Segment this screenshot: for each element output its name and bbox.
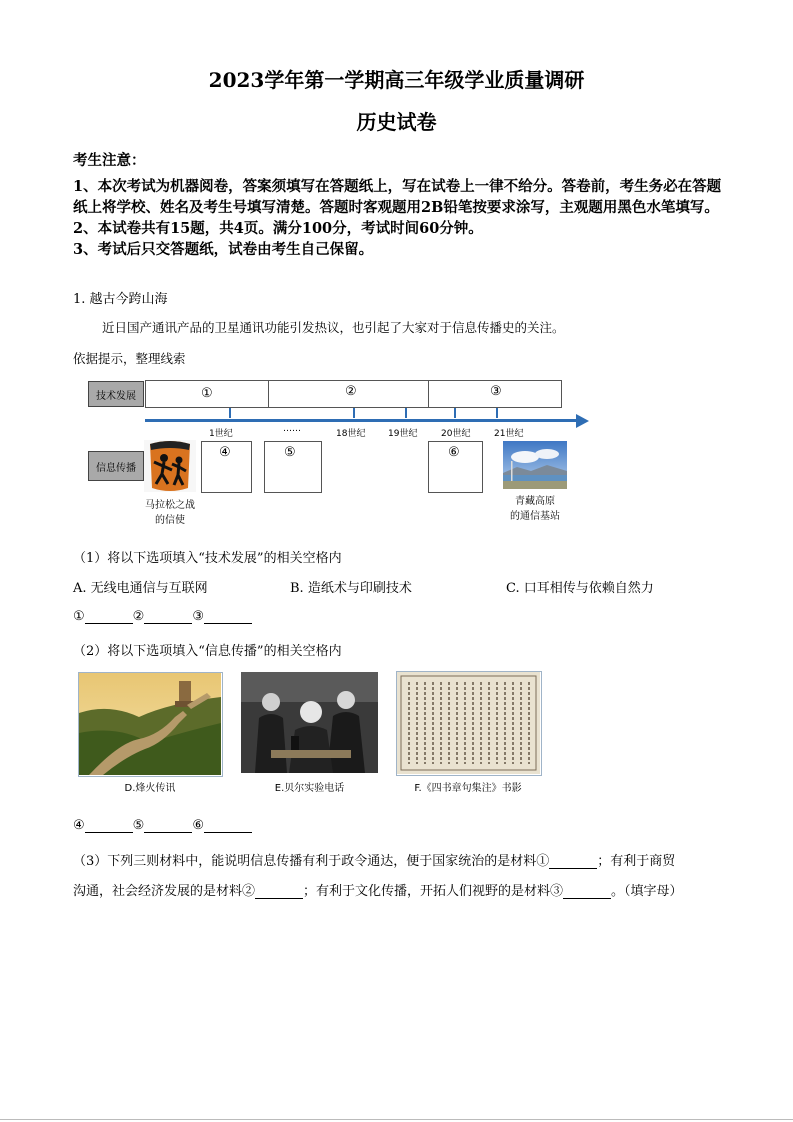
info-label: 信息传播: [88, 451, 144, 481]
marathon-messenger-image: [144, 440, 196, 492]
info-slot-5: ⑤: [264, 441, 322, 493]
tick-20: [454, 408, 456, 418]
question-1-hint: 依据提示，整理线索: [73, 351, 186, 366]
part-2-blanks: ④ ⑤ ⑥: [73, 818, 252, 833]
image-f-caption: F.《四书章句集注》书影: [414, 783, 522, 794]
century-label-1: 1世纪: [209, 429, 233, 439]
arrow-head-icon: [576, 414, 589, 428]
exam-notice: [73, 150, 733, 260]
tick-18: [353, 408, 355, 418]
century-label-21: 21世纪: [494, 429, 524, 439]
question-1-title: 1. 越古今跨山海: [73, 292, 168, 307]
century-label-19: 19世纪: [388, 429, 418, 439]
notice-item-3: 3、考试后只交答题纸，试卷由考生自己保留。: [73, 241, 374, 258]
tibet-caption: 青藏高原 的通信基站: [510, 496, 560, 522]
century-label-18: 18世纪: [336, 429, 366, 439]
marathon-caption: 马拉松之战 的信使: [145, 500, 195, 526]
info-slot-4: ④: [201, 441, 252, 493]
option-c: C. 口耳相传与依赖自然力: [506, 581, 654, 596]
image-e-caption: E.贝尔实验电话: [274, 783, 345, 794]
option-b: B. 造纸术与印刷技术: [290, 581, 412, 596]
tibet-base-station-image: [503, 441, 567, 489]
page-title: 2023学年第一学期高三年级学业质量调研: [208, 68, 585, 92]
part-1-blanks: ① ② ③: [73, 609, 252, 624]
notice-item-2: 2、本试卷共有15题，共4页。满分100分，考试时间60分钟。: [73, 220, 483, 237]
image-d-caption: D.烽火传讯: [124, 783, 176, 794]
tick-1: [229, 408, 231, 418]
notice-item-1: 1、本次考试为机器阅卷，答案须填写在答题纸上，写在试卷上一律不给分。答卷前，考生务必在答题纸上将学校、姓名及考生号填写清楚。答题时客观题用2B铅笔按要求涂写，主观题用黑色水笔填写。: [73, 178, 722, 216]
timeline-arrow: [145, 419, 578, 422]
part-3-line-2: 沟通，社会经济发展的是材料② ；有利于文化传播，开拓人们视野的是材料③ 。（填字母）: [73, 884, 683, 899]
tick-21: [496, 408, 498, 418]
page-subtitle: 历史试卷: [356, 110, 437, 134]
tick-19: [405, 408, 407, 418]
part-1-prompt: （1）将以下选项填入“技术发展”的相关空格内: [73, 551, 342, 566]
tech-slot-3: ③: [428, 380, 562, 408]
tech-slot-1: ①: [145, 380, 269, 408]
part-3-line-1: （3）下列三则材料中，能说明信息传播有利于政令通达，便于国家统治的是材料① ；有利于商贸: [73, 854, 676, 869]
bell-phone-image: [241, 672, 378, 773]
info-slot-6: ⑥: [428, 441, 483, 493]
tech-slot-2: ②: [268, 380, 429, 408]
question-1-intro: 近日国产通讯产品的卫星通讯功能引发热议，也引起了大家对于信息传播史的关注。: [102, 320, 565, 335]
part-2-prompt: （2）将以下选项填入“信息传播”的相关空格内: [73, 644, 342, 659]
page-bottom-rule: [0, 1119, 793, 1120]
century-label-20: 20世纪: [441, 429, 471, 439]
option-a: A. 无线电通信与互联网: [73, 581, 208, 596]
notice-heading: 考生注意：: [73, 152, 146, 169]
century-label-ellipsis: ……: [283, 424, 301, 434]
tech-label: 技术发展: [88, 381, 144, 407]
